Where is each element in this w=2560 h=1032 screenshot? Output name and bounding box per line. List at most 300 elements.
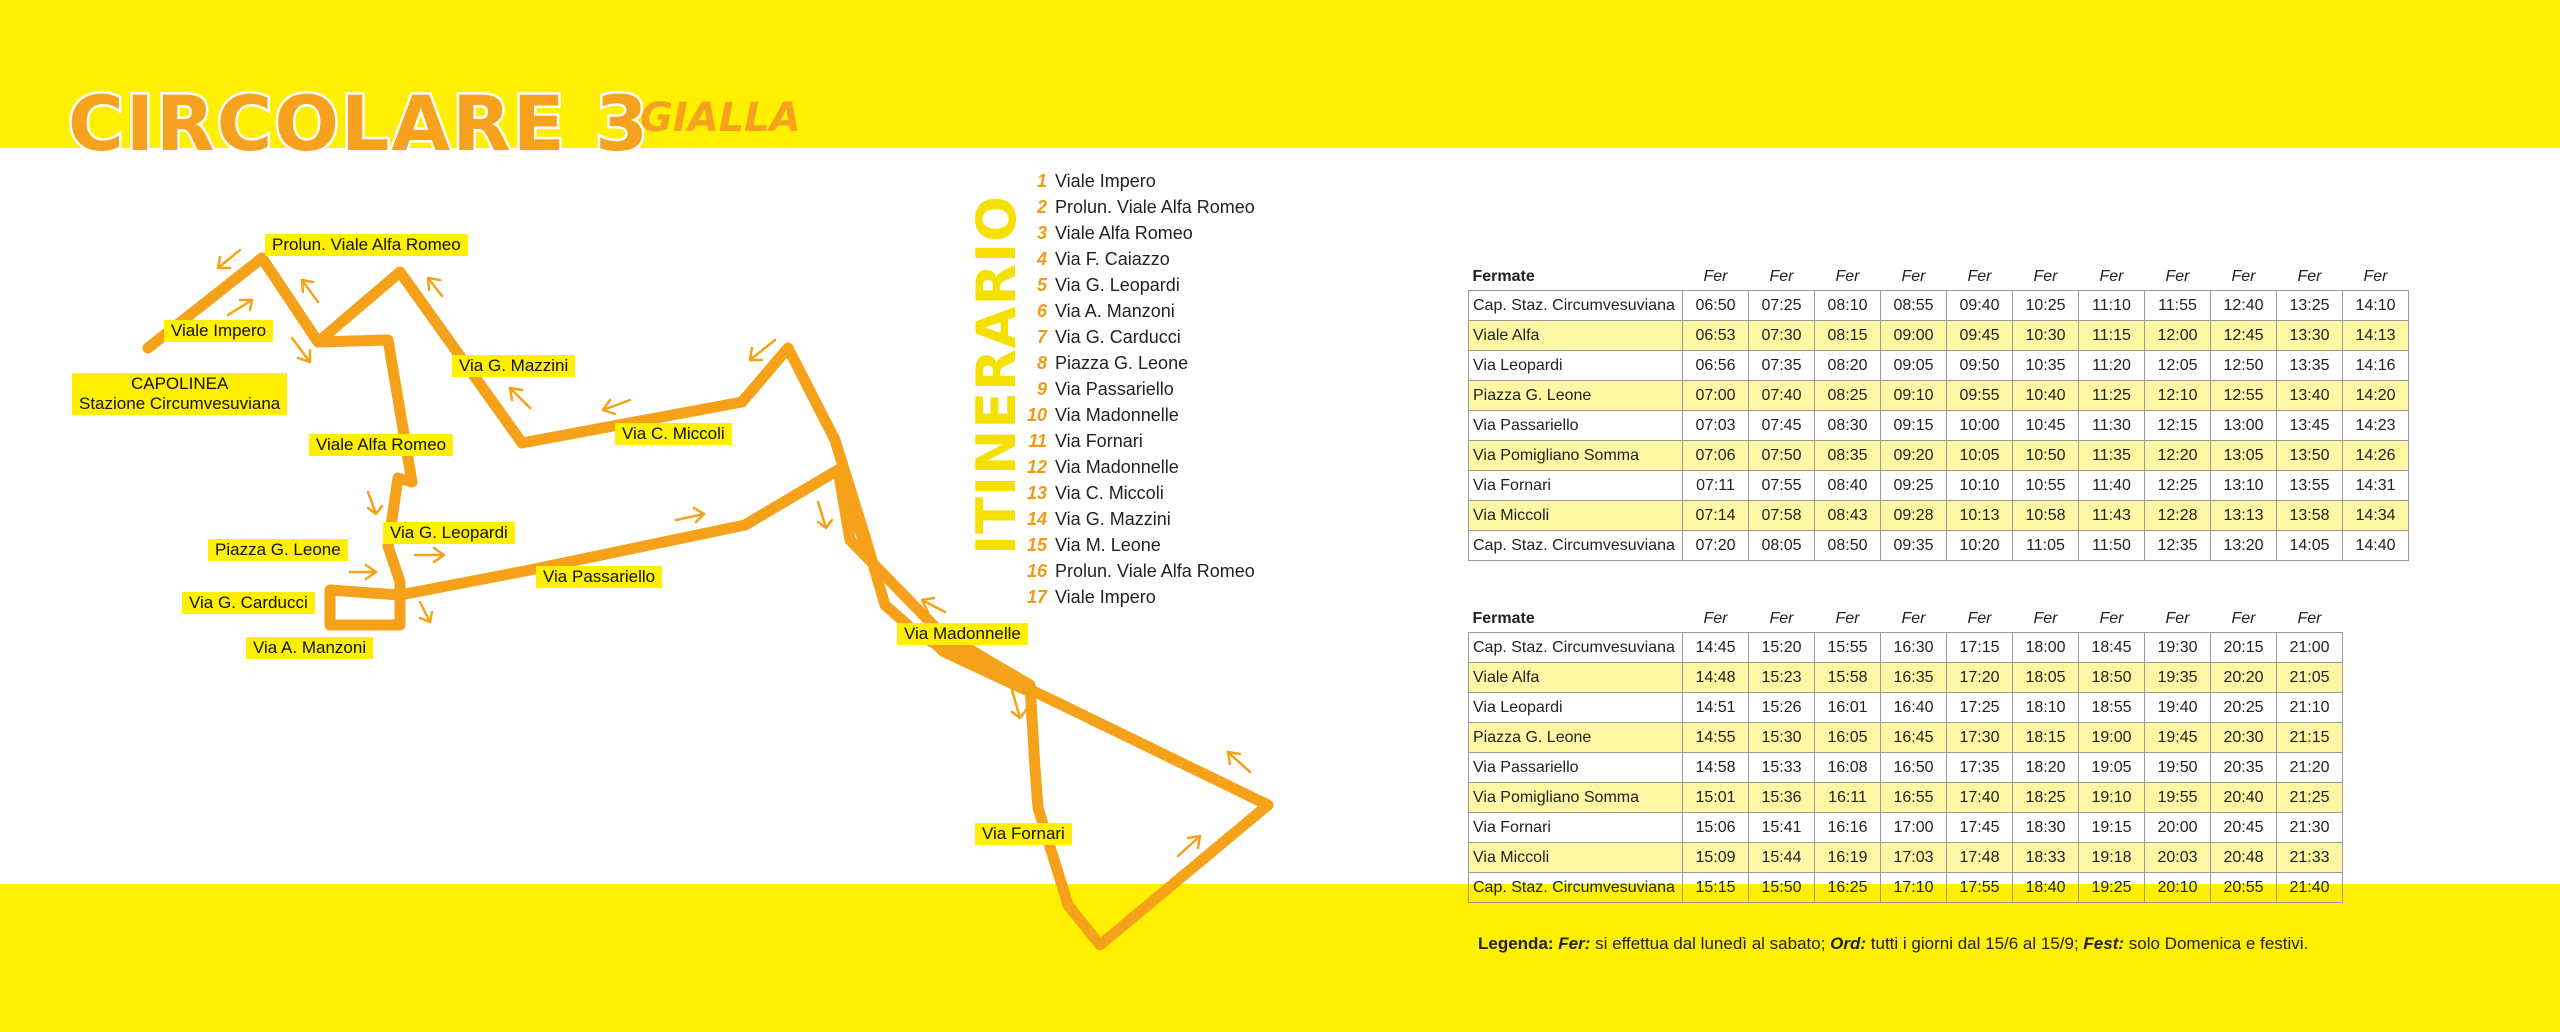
timetable-time-cell: 13:30 xyxy=(2277,321,2343,351)
timetable-time-cell: 07:35 xyxy=(1749,351,1815,381)
itinerary-number: 5 xyxy=(1036,275,1047,295)
timetable-time-cell: 13:10 xyxy=(2211,471,2277,501)
table-row xyxy=(1469,441,2409,471)
timetable-time-cell: 13:25 xyxy=(2277,291,2343,321)
timetable-time-cell: 07:55 xyxy=(1749,471,1815,501)
timetable-time-cell: 15:30 xyxy=(1749,723,1815,753)
timetable-time-cell: 11:20 xyxy=(2079,351,2145,381)
timetable-stop-cell: Viale Alfa xyxy=(1469,663,1683,693)
timetable-time-cell: 10:13 xyxy=(1947,501,2013,531)
timetable-time-cell: 14:16 xyxy=(2343,351,2409,381)
timetable-time-cell: 16:08 xyxy=(1815,753,1881,783)
itinerary-item xyxy=(1025,194,1255,220)
timetable-time-cell: 17:00 xyxy=(1881,813,1947,843)
timetable-time-cell: 16:35 xyxy=(1881,663,1947,693)
timetable-time-cell: 12:50 xyxy=(2211,351,2277,381)
timetable-time-cell: 15:44 xyxy=(1749,843,1815,873)
arrow-icon xyxy=(510,388,530,408)
timetable-stop-cell: Cap. Staz. Circumvesuviana xyxy=(1469,873,1683,903)
timetable-column-header: Fer xyxy=(2099,610,2124,627)
timetable-time-cell: 10:55 xyxy=(2013,471,2079,501)
itinerary-number: 16 xyxy=(1026,561,1047,581)
timetable-header-row xyxy=(1469,264,2409,291)
timetable-time-cell: 16:55 xyxy=(1881,783,1947,813)
timetable-column-header: Fer xyxy=(2165,268,2190,285)
timetable-time-cell: 17:45 xyxy=(1947,813,2013,843)
timetable-stop-cell: Cap. Staz. Circumvesuviana xyxy=(1469,531,1683,561)
timetable-time-cell: 12:40 xyxy=(2211,291,2277,321)
timetable-stop-cell: Via Pomigliano Somma xyxy=(1469,441,1683,471)
timetable-time-cell: 13:40 xyxy=(2277,381,2343,411)
capolinea-line-2: Stazione Circumvesuviana xyxy=(79,394,281,413)
timetable-time-cell: 19:55 xyxy=(2145,783,2211,813)
timetable-time-cell: 16:50 xyxy=(1881,753,1947,783)
itinerary-item xyxy=(1025,558,1255,584)
timetable-time-cell: 16:45 xyxy=(1881,723,1947,753)
legend-ord-text: tutti i giorni dal 15/6 al 15/9; xyxy=(1866,934,2084,953)
capolinea-line-1: CAPOLINEA xyxy=(130,374,229,393)
timetable-stop-cell: Cap. Staz. Circumvesuviana xyxy=(1469,633,1683,663)
timetable-column-header: Fer xyxy=(1835,610,1860,627)
timetable-time-cell: 16:01 xyxy=(1815,693,1881,723)
map-label-via-mazzini: Via G. Mazzini xyxy=(452,355,575,377)
timetable-time-cell: 15:50 xyxy=(1749,873,1815,903)
itinerary-item xyxy=(1025,324,1255,350)
itinerary-number: 15 xyxy=(1026,535,1047,555)
page-subtitle: GIALLA xyxy=(640,95,801,141)
itinerary-number: 2 xyxy=(1036,197,1047,217)
table-row xyxy=(1469,633,2343,663)
table-row xyxy=(1469,843,2343,873)
timetable-time-cell: 14:45 xyxy=(1683,633,1749,663)
timetable-time-cell: 15:41 xyxy=(1749,813,1815,843)
timetable-time-cell: 11:35 xyxy=(2079,441,2145,471)
itinerary-stop-name: Via C. Miccoli xyxy=(1055,483,1164,503)
timetable-time-cell: 12:25 xyxy=(2145,471,2211,501)
timetable-time-cell: 12:10 xyxy=(2145,381,2211,411)
timetable-stop-cell: Via Passariello xyxy=(1469,753,1683,783)
timetable-time-cell: 11:10 xyxy=(2079,291,2145,321)
itinerary-number: 1 xyxy=(1036,171,1047,191)
timetable-time-cell: 07:30 xyxy=(1749,321,1815,351)
timetable-column-header: Fer xyxy=(2231,268,2256,285)
itinerary-number: 4 xyxy=(1036,249,1047,269)
timetable-time-cell: 14:31 xyxy=(2343,471,2409,501)
timetable-time-cell: 14:40 xyxy=(2343,531,2409,561)
timetable-time-cell: 15:55 xyxy=(1815,633,1881,663)
timetable-time-cell: 11:30 xyxy=(2079,411,2145,441)
table-row xyxy=(1469,873,2343,903)
timetable-time-cell: 14:34 xyxy=(2343,501,2409,531)
itinerary-stop-name: Via F. Caiazzo xyxy=(1055,249,1170,269)
timetable-time-cell: 12:20 xyxy=(2145,441,2211,471)
timetable-stop-cell: Via Leopardi xyxy=(1469,351,1683,381)
timetable-column-header: Fer xyxy=(2033,268,2058,285)
timetable-stops-header: Fermate xyxy=(1472,268,1535,285)
timetable-time-cell: 14:23 xyxy=(2343,411,2409,441)
timetable-time-cell: 11:50 xyxy=(2079,531,2145,561)
timetable-stop-cell: Via Leopardi xyxy=(1469,693,1683,723)
itinerary-item xyxy=(1025,454,1255,480)
timetable-time-cell: 11:43 xyxy=(2079,501,2145,531)
table-row xyxy=(1469,501,2409,531)
timetable-time-cell: 21:00 xyxy=(2277,633,2343,663)
timetable-time-cell: 14:55 xyxy=(1683,723,1749,753)
itinerary-stop-name: Prolun. Viale Alfa Romeo xyxy=(1055,561,1255,581)
timetable-time-cell: 20:30 xyxy=(2211,723,2277,753)
timetable-time-cell: 21:30 xyxy=(2277,813,2343,843)
timetable-time-cell: 10:00 xyxy=(1947,411,2013,441)
timetable-stop-cell: Via Miccoli xyxy=(1469,501,1683,531)
arrow-icon xyxy=(1228,752,1250,772)
map-label-via-leopardi: Via G. Leopardi xyxy=(383,522,515,544)
timetable-time-cell: 18:05 xyxy=(2013,663,2079,693)
arrow-icon xyxy=(1178,836,1200,856)
timetable-time-cell: 19:40 xyxy=(2145,693,2211,723)
timetable-time-cell: 21:15 xyxy=(2277,723,2343,753)
timetable-time-cell: 15:23 xyxy=(1749,663,1815,693)
arrow-icon xyxy=(603,400,630,414)
timetable-time-cell: 20:00 xyxy=(2145,813,2211,843)
timetable-time-cell: 10:50 xyxy=(2013,441,2079,471)
timetable-time-cell: 17:20 xyxy=(1947,663,2013,693)
timetable-time-cell: 09:05 xyxy=(1881,351,1947,381)
timetable-time-cell: 16:30 xyxy=(1881,633,1947,663)
timetable-stop-cell: Via Fornari xyxy=(1469,813,1683,843)
timetable-time-cell: 17:48 xyxy=(1947,843,2013,873)
itinerary-item xyxy=(1025,272,1255,298)
timetable-time-cell: 19:30 xyxy=(2145,633,2211,663)
itinerary-number: 13 xyxy=(1026,483,1047,503)
timetable-time-cell: 12:45 xyxy=(2211,321,2277,351)
timetable-time-cell: 15:15 xyxy=(1683,873,1749,903)
timetable-stop-cell: Via Fornari xyxy=(1469,471,1683,501)
timetable-time-cell: 15:58 xyxy=(1815,663,1881,693)
timetable-time-cell: 16:16 xyxy=(1815,813,1881,843)
timetable-column-header: Fer xyxy=(1703,610,1728,627)
table-row xyxy=(1469,381,2409,411)
timetable-time-cell: 13:35 xyxy=(2277,351,2343,381)
table-row xyxy=(1469,813,2343,843)
timetable-time-cell: 21:25 xyxy=(2277,783,2343,813)
timetable-time-cell: 19:18 xyxy=(2079,843,2145,873)
timetable-time-cell: 20:20 xyxy=(2211,663,2277,693)
timetable-time-cell: 07:11 xyxy=(1683,471,1749,501)
arrow-icon xyxy=(228,300,252,315)
timetable-time-cell: 15:09 xyxy=(1683,843,1749,873)
timetable-column-header: Fer xyxy=(2363,268,2388,285)
timetable-time-cell: 14:48 xyxy=(1683,663,1749,693)
itinerary-number: 10 xyxy=(1026,405,1047,425)
itinerary-number: 14 xyxy=(1026,509,1047,529)
timetable-time-cell: 20:45 xyxy=(2211,813,2277,843)
map-label-via-manzoni: Via A. Manzoni xyxy=(246,637,373,659)
timetable-stop-cell: Via Pomigliano Somma xyxy=(1469,783,1683,813)
timetable-time-cell: 13:00 xyxy=(2211,411,2277,441)
timetable-column-header: Fer xyxy=(1835,268,1860,285)
table-row xyxy=(1469,693,2343,723)
timetable-time-cell: 12:15 xyxy=(2145,411,2211,441)
timetable-time-cell: 17:03 xyxy=(1881,843,1947,873)
timetable-time-cell: 20:10 xyxy=(2145,873,2211,903)
timetable-time-cell: 20:55 xyxy=(2211,873,2277,903)
timetable-time-cell: 10:30 xyxy=(2013,321,2079,351)
timetable-time-cell: 08:10 xyxy=(1815,291,1881,321)
route-thick-segment xyxy=(920,636,1030,698)
timetable-time-cell: 08:15 xyxy=(1815,321,1881,351)
itinerary-item xyxy=(1025,584,1255,610)
itinerary-item xyxy=(1025,220,1255,246)
timetable-time-cell: 21:05 xyxy=(2277,663,2343,693)
itinerary-item xyxy=(1025,350,1255,376)
timetable-time-cell: 20:03 xyxy=(2145,843,2211,873)
timetable-time-cell: 14:20 xyxy=(2343,381,2409,411)
itinerary-stop-name: Via Passariello xyxy=(1055,379,1174,399)
timetable-column-header: Fer xyxy=(1901,268,1926,285)
timetable-time-cell: 09:00 xyxy=(1881,321,1947,351)
timetable-time-cell: 10:40 xyxy=(2013,381,2079,411)
timetable-time-cell: 13:20 xyxy=(2211,531,2277,561)
table-row xyxy=(1469,531,2409,561)
map-label-prolun-alfa-romeo: Prolun. Viale Alfa Romeo xyxy=(265,234,468,256)
itinerary-stop-name: Viale Impero xyxy=(1055,587,1156,607)
timetable-time-cell: 20:35 xyxy=(2211,753,2277,783)
legend-fer-key: Fer: xyxy=(1558,934,1591,953)
timetable-time-cell: 10:45 xyxy=(2013,411,2079,441)
timetable-time-cell: 07:06 xyxy=(1683,441,1749,471)
timetable-time-cell: 18:33 xyxy=(2013,843,2079,873)
timetable-time-cell: 18:20 xyxy=(2013,753,2079,783)
timetable-time-cell: 14:10 xyxy=(2343,291,2409,321)
arrow-icon xyxy=(292,338,310,362)
timetable-time-cell: 18:50 xyxy=(2079,663,2145,693)
timetable-time-cell: 11:25 xyxy=(2079,381,2145,411)
timetable-time-cell: 13:05 xyxy=(2211,441,2277,471)
timetable-time-cell: 08:43 xyxy=(1815,501,1881,531)
timetable-time-cell: 15:20 xyxy=(1749,633,1815,663)
arrow-icon xyxy=(420,602,432,622)
timetable-time-cell: 10:58 xyxy=(2013,501,2079,531)
timetable-time-cell: 07:00 xyxy=(1683,381,1749,411)
timetable-time-cell: 16:19 xyxy=(1815,843,1881,873)
timetable-time-cell: 15:36 xyxy=(1749,783,1815,813)
timetable-time-cell: 07:45 xyxy=(1749,411,1815,441)
timetable-time-cell: 10:10 xyxy=(1947,471,2013,501)
timetable-time-cell: 19:05 xyxy=(2079,753,2145,783)
map-label-via-fornari: Via Fornari xyxy=(975,823,1072,845)
map-label-via-passariello: Via Passariello xyxy=(536,566,662,588)
timetable-time-cell: 15:33 xyxy=(1749,753,1815,783)
map-label-capolinea xyxy=(72,373,287,415)
timetable-time-cell: 18:30 xyxy=(2013,813,2079,843)
timetable-time-cell: 11:05 xyxy=(2013,531,2079,561)
arrow-icon xyxy=(428,278,442,296)
timetable-time-cell: 18:15 xyxy=(2013,723,2079,753)
timetable-stop-cell: Via Miccoli xyxy=(1469,843,1683,873)
timetable-time-cell: 14:51 xyxy=(1683,693,1749,723)
timetable-time-cell: 18:00 xyxy=(2013,633,2079,663)
timetable-time-cell: 09:55 xyxy=(1947,381,2013,411)
arrow-icon xyxy=(350,565,376,579)
timetable-time-cell: 19:50 xyxy=(2145,753,2211,783)
timetable-column-header: Fer xyxy=(2165,610,2190,627)
itinerary-item xyxy=(1025,532,1255,558)
timetable-time-cell: 14:58 xyxy=(1683,753,1749,783)
timetable-time-cell: 07:20 xyxy=(1683,531,1749,561)
timetable-time-cell: 07:40 xyxy=(1749,381,1815,411)
timetable-time-cell: 18:55 xyxy=(2079,693,2145,723)
legend xyxy=(1478,934,2308,954)
itinerary-stop-name: Viale Alfa Romeo xyxy=(1055,223,1193,243)
timetable-time-cell: 07:50 xyxy=(1749,441,1815,471)
legend-fer-text: si effettua dal lunedì al sabato; xyxy=(1590,934,1831,953)
itinerary-number: 9 xyxy=(1036,379,1047,399)
timetable-time-cell: 09:15 xyxy=(1881,411,1947,441)
timetable-time-cell: 06:56 xyxy=(1683,351,1749,381)
timetable-time-cell: 09:40 xyxy=(1947,291,2013,321)
timetable-time-cell: 17:25 xyxy=(1947,693,2013,723)
timetable-time-cell: 12:00 xyxy=(2145,321,2211,351)
timetable-column-header: Fer xyxy=(2033,610,2058,627)
timetable-time-cell: 14:05 xyxy=(2277,531,2343,561)
timetable-time-cell: 15:01 xyxy=(1683,783,1749,813)
itinerary-list xyxy=(1025,168,1255,610)
timetable-stop-cell: Piazza G. Leone xyxy=(1469,381,1683,411)
timetable-time-cell: 16:05 xyxy=(1815,723,1881,753)
itinerary-item xyxy=(1025,428,1255,454)
timetable-time-cell: 17:55 xyxy=(1947,873,2013,903)
timetable-time-cell: 21:33 xyxy=(2277,843,2343,873)
table-row xyxy=(1469,753,2343,783)
timetable-time-cell: 08:55 xyxy=(1881,291,1947,321)
timetable-time-cell: 09:28 xyxy=(1881,501,1947,531)
itinerary-item xyxy=(1025,168,1255,194)
timetable-time-cell: 09:45 xyxy=(1947,321,2013,351)
table-row xyxy=(1469,411,2409,441)
legend-fest-key: Fest: xyxy=(2083,934,2125,953)
timetable-column-header: Fer xyxy=(1967,268,1992,285)
timetable-time-cell: 17:35 xyxy=(1947,753,2013,783)
timetable-time-cell: 08:05 xyxy=(1749,531,1815,561)
timetable-time-cell: 11:40 xyxy=(2079,471,2145,501)
table-row xyxy=(1469,351,2409,381)
timetable-time-cell: 19:00 xyxy=(2079,723,2145,753)
timetable-time-cell: 20:48 xyxy=(2211,843,2277,873)
timetable-time-cell: 07:58 xyxy=(1749,501,1815,531)
timetable-time-cell: 21:40 xyxy=(2277,873,2343,903)
itinerary-item xyxy=(1025,246,1255,272)
table-row xyxy=(1469,471,2409,501)
timetable-time-cell: 06:53 xyxy=(1683,321,1749,351)
timetable-time-cell: 08:40 xyxy=(1815,471,1881,501)
timetable-time-cell: 08:25 xyxy=(1815,381,1881,411)
timetable-stop-cell: Viale Alfa xyxy=(1469,321,1683,351)
timetable-time-cell: 20:15 xyxy=(2211,633,2277,663)
table-row xyxy=(1469,663,2343,693)
timetable-time-cell: 08:20 xyxy=(1815,351,1881,381)
itinerary-stop-name: Via Fornari xyxy=(1055,431,1143,451)
table-row xyxy=(1469,723,2343,753)
timetable-column-header: Fer xyxy=(2099,268,2124,285)
timetable-time-cell: 21:20 xyxy=(2277,753,2343,783)
itinerary-number: 8 xyxy=(1036,353,1047,373)
timetable-time-cell: 09:50 xyxy=(1947,351,2013,381)
itinerary-item xyxy=(1025,376,1255,402)
timetable-header-row xyxy=(1469,606,2343,633)
map-label-via-miccoli: Via C. Miccoli xyxy=(615,423,732,445)
timetable-stop-cell: Cap. Staz. Circumvesuviana xyxy=(1469,291,1683,321)
map-label-via-carducci: Via G. Carducci xyxy=(182,592,315,614)
arrow-icon xyxy=(415,548,444,562)
timetable-time-cell: 14:26 xyxy=(2343,441,2409,471)
timetable-time-cell: 18:10 xyxy=(2013,693,2079,723)
itinerary-item xyxy=(1025,402,1255,428)
itinerary-stop-name: Piazza G. Leone xyxy=(1055,353,1189,373)
timetable-time-cell: 13:13 xyxy=(2211,501,2277,531)
timetable-time-cell: 13:58 xyxy=(2277,501,2343,531)
timetable-time-cell: 15:06 xyxy=(1683,813,1749,843)
itinerary-number: 7 xyxy=(1036,327,1047,347)
itinerary-stop-name: Via G. Carducci xyxy=(1055,327,1181,347)
timetable-time-cell: 18:25 xyxy=(2013,783,2079,813)
page-title: CIRCOLARE 3 xyxy=(68,79,650,168)
timetable-column-header: Fer xyxy=(2297,610,2322,627)
timetable-time-cell: 10:25 xyxy=(2013,291,2079,321)
table-row xyxy=(1469,291,2409,321)
map-label-viale-alfa-romeo: Viale Alfa Romeo xyxy=(309,434,453,456)
timetable-time-cell: 07:14 xyxy=(1683,501,1749,531)
timetable-time-cell: 09:10 xyxy=(1881,381,1947,411)
timetable-time-cell: 20:25 xyxy=(2211,693,2277,723)
arrow-icon xyxy=(368,492,382,514)
table-row xyxy=(1469,783,2343,813)
legend-ord-key: Ord: xyxy=(1830,934,1867,953)
timetable-column-header: Fer xyxy=(2231,610,2256,627)
timetable-afternoon xyxy=(1468,606,2343,903)
arrow-icon xyxy=(818,502,832,528)
itinerary-stop-name: Prolun. Viale Alfa Romeo xyxy=(1055,197,1255,217)
timetable-time-cell: 19:35 xyxy=(2145,663,2211,693)
timetable-time-cell: 08:35 xyxy=(1815,441,1881,471)
timetable-time-cell: 13:45 xyxy=(2277,411,2343,441)
itinerary-number: 3 xyxy=(1036,223,1047,243)
timetable-time-cell: 12:55 xyxy=(2211,381,2277,411)
timetable-time-cell: 17:30 xyxy=(1947,723,2013,753)
timetable-column-header: Fer xyxy=(1703,268,1728,285)
timetable-time-cell: 12:35 xyxy=(2145,531,2211,561)
timetable-time-cell: 12:05 xyxy=(2145,351,2211,381)
arrow-icon xyxy=(676,508,704,522)
timetable-time-cell: 17:15 xyxy=(1947,633,2013,663)
timetable-time-cell: 09:25 xyxy=(1881,471,1947,501)
timetable-time-cell: 18:40 xyxy=(2013,873,2079,903)
timetable-time-cell: 10:35 xyxy=(2013,351,2079,381)
itinerary-number: 12 xyxy=(1026,457,1047,477)
itinerary-item xyxy=(1025,480,1255,506)
itinerary-item xyxy=(1025,506,1255,532)
map-label-viale-impero: Viale Impero xyxy=(164,320,273,342)
itinerary-item xyxy=(1025,298,1255,324)
timetable-time-cell: 19:25 xyxy=(2079,873,2145,903)
timetable-time-cell: 06:50 xyxy=(1683,291,1749,321)
timetable-time-cell: 20:40 xyxy=(2211,783,2277,813)
itinerary-heading: ITINERARIO xyxy=(965,194,1028,555)
timetable-time-cell: 18:45 xyxy=(2079,633,2145,663)
timetable-column-header: Fer xyxy=(1967,610,1992,627)
timetable-time-cell: 08:30 xyxy=(1815,411,1881,441)
timetable-time-cell: 16:25 xyxy=(1815,873,1881,903)
itinerary-stop-name: Viale Impero xyxy=(1055,171,1156,191)
